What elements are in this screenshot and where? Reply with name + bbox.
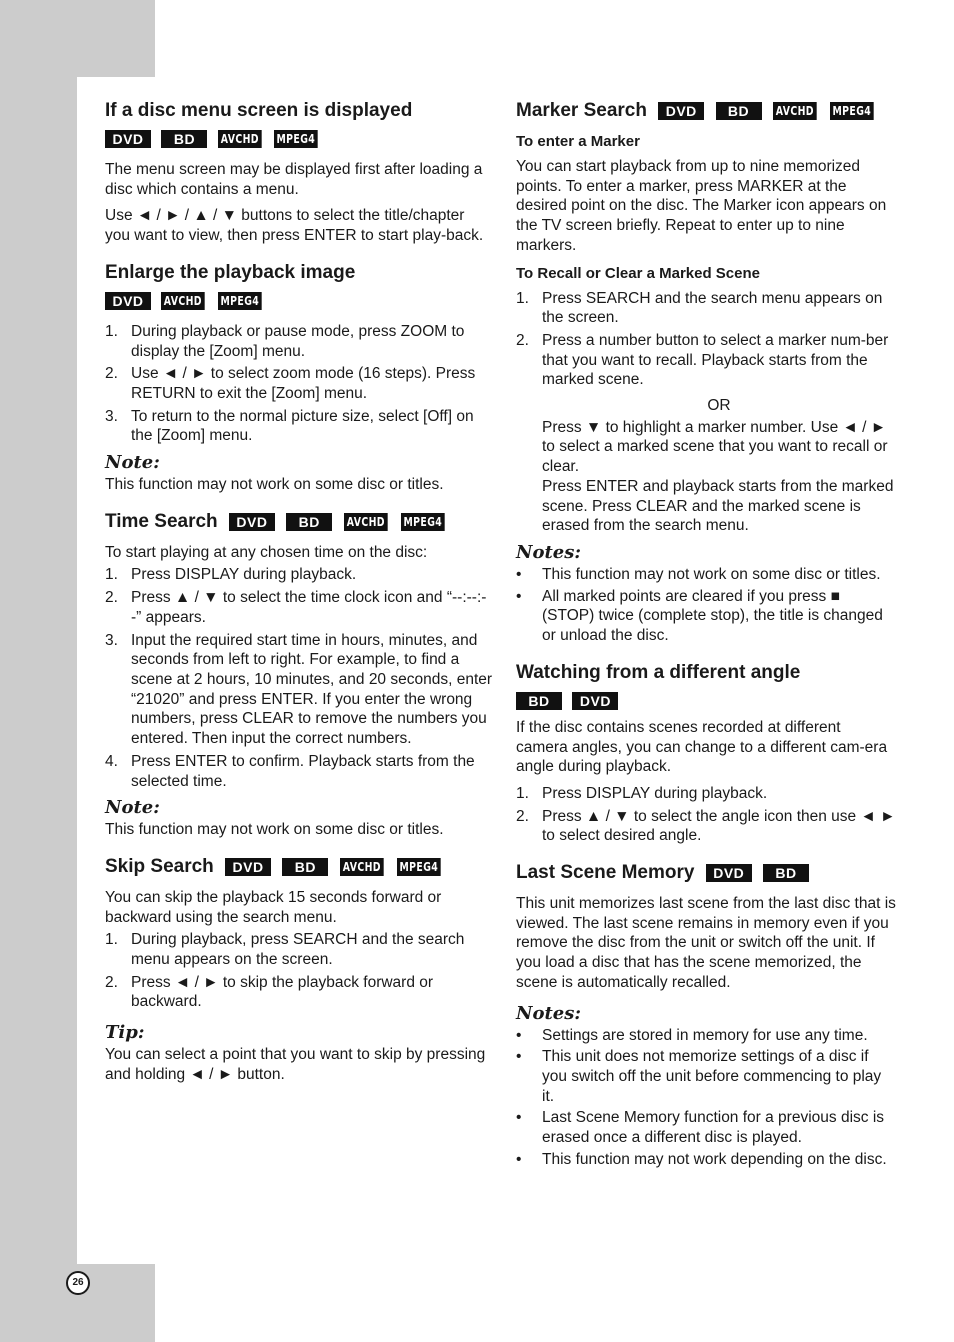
skip-search-steps — [105, 930, 493, 1012]
list-item: 1. Press SEARCH and the search menu appears on the screen. — [516, 289, 883, 327]
list-item: 3. To return to the normal picture size, select [Off] on the [Zoom] menu. — [105, 407, 474, 445]
bd-badge: BD — [161, 130, 207, 148]
marker-notes — [516, 565, 896, 646]
dvd-badge: DVD — [105, 130, 151, 148]
bd-badge: BD — [516, 692, 562, 710]
alternative-step-1: Press ▼ to highlight a marker number. Use ◄ / ► to select a marked scene that you want to recall or clear. — [542, 418, 888, 476]
note-title: Note: — [105, 452, 160, 474]
enlarge-section — [105, 260, 493, 495]
notes-title: Notes: — [516, 541, 582, 563]
avchd-badge: AVCHD — [344, 513, 388, 531]
list-item: 2. Press ▲ / ▼ to select the angle icon then use ◄ ► to select desired angle. — [516, 807, 896, 845]
tip-text: You can select a point that you want to skip by pressing and holding ◄ / ► button. — [105, 1046, 486, 1083]
list-item: • Settings are stored in memory for use any time. — [516, 1026, 868, 1044]
enlarge-badges — [105, 292, 493, 314]
last-scene-text: This unit memorizes last scene from the last disc that is viewed. The last scene remains in memory even if you remove the disc from the unit or switch off the unit. If you load a disc that has the scene memorized, the scene is automatically recalled. — [516, 895, 896, 991]
margin-band-left — [0, 0, 77, 1342]
bd-badge: BD — [282, 858, 328, 876]
marker-search-section — [516, 98, 896, 646]
marker-search-heading: Marker Search DVD BD AVCHD MPEG4 — [516, 98, 896, 124]
dvd-badge: DVD — [658, 102, 704, 120]
tip-title: Tip: — [105, 1022, 145, 1044]
avchd-badge: AVCHD — [340, 858, 384, 876]
list-item: • All marked points are cleared if you press ■ (STOP) twice (complete stop), the title is changed or unload the disc. — [516, 587, 883, 645]
mpeg4-badge: MPEG4 — [274, 130, 318, 148]
dvd-badge: DVD — [706, 864, 752, 882]
last-scene-section — [516, 860, 896, 1169]
bd-badge: BD — [286, 513, 332, 531]
list-item: 1. During playback or pause mode, press ZOOM to display the [Zoom] menu. — [105, 322, 465, 360]
dvd-badge: DVD — [229, 513, 275, 531]
list-item: 2. Press ◄ / ► to skip the playback forward or backward. — [105, 973, 434, 1011]
right-column — [516, 98, 896, 1183]
last-scene-heading: Last Scene Memory DVD BD — [516, 860, 896, 886]
time-search-steps — [105, 565, 493, 791]
skip-search-section — [105, 854, 493, 1085]
note-text: This function may not work on some disc or titles. — [105, 476, 444, 494]
enlarge-heading: Enlarge the playback image — [105, 261, 356, 283]
dvd-badge: DVD — [105, 292, 151, 310]
disc-menu-heading: If a disc menu screen is displayed — [105, 100, 413, 121]
bd-badge: BD — [716, 102, 762, 120]
dvd-badge: DVD — [572, 692, 618, 710]
dvd-badge: DVD — [225, 858, 271, 876]
disc-menu-section — [105, 98, 493, 246]
angle-badges — [516, 692, 896, 714]
bd-badge: BD — [763, 864, 809, 882]
mpeg4-badge: MPEG4 — [401, 513, 445, 531]
skip-search-heading: Skip Search DVD BD AVCHD MPEG4 — [105, 854, 493, 880]
list-item: • Last Scene Memory function for a previous disc is erased once a different disc is played. — [516, 1109, 885, 1147]
margin-band-bottom — [77, 1264, 155, 1342]
angle-intro: If the disc contains scenes recorded at different camera angles, you can change to a different cam-era angle during playback. — [516, 718, 888, 776]
list-item: 2. Use ◄ / ► to select zoom mode (16 steps). Press RETURN to exit the [Zoom] menu. — [105, 365, 476, 402]
list-item: 4. Press ENTER to confirm. Playback starts from the selected time. — [105, 752, 475, 790]
list-item: 1. Press DISPLAY during playback. — [516, 784, 768, 802]
list-item: • This function may not work on some disc or titles. — [516, 565, 881, 583]
skip-search-intro: You can skip the playback 15 seconds forward or backward using the search menu. — [105, 888, 442, 926]
list-item: 2. Press a number button to select a marker num-ber that you want to recall. Playback starts from the marked scene. — [516, 331, 889, 389]
avchd-badge: AVCHD — [773, 102, 817, 120]
list-item: 3. Input the required start time in hours, minutes, and seconds from left to right. For example, to find a scene at 2 hours, 10 minutes, and 20 seconds, enter “21020” and press ENTER. If you enter the wrong numbers, press CLEAR to remove the numbers you entered. Then input the correct numbers. — [105, 631, 493, 748]
avchd-badge: AVCHD — [218, 130, 262, 148]
angle-section — [516, 660, 896, 846]
disc-menu-paragraph-2: Use ◄ / ► / ▲ / ▼ buttons to select the title/chapter you want to view, then press ENTER to start play-back. — [105, 207, 484, 245]
mpeg4-badge: MPEG4 — [218, 292, 262, 310]
enlarge-steps — [105, 322, 493, 446]
left-column — [105, 98, 493, 1099]
notes-title: Notes: — [516, 1002, 582, 1024]
time-search-intro: To start playing at any chosen time on the disc: — [105, 543, 428, 561]
list-item: 1. During playback, press SEARCH and the search menu appears on the screen. — [105, 931, 465, 969]
recall-steps — [516, 289, 896, 391]
mpeg4-badge: MPEG4 — [830, 102, 874, 120]
disc-menu-badges — [105, 130, 493, 152]
time-search-heading: Time Search DVD BD AVCHD MPEG4 — [105, 509, 493, 535]
angle-steps — [516, 784, 896, 846]
enter-marker-text: You can start playback from up to nine memorized points. To enter a marker, press MARKER at the desired point on the disc. The Marker icon appears on the TV screen briefly. Repeat to enter up to nine markers. — [516, 158, 887, 254]
angle-heading: Watching from a different angle — [516, 661, 801, 683]
list-item: • This function may not work depending on the disc. — [516, 1150, 887, 1168]
disc-menu-paragraph-1: The menu screen may be displayed first after loading a disc which contains a menu. — [105, 161, 483, 198]
last-scene-notes — [516, 1026, 896, 1170]
recall-subheading: To Recall or Clear a Marked Scene — [516, 264, 760, 282]
list-item: 2. Press ▲ / ▼ to select the time clock icon and “--:--:--” appears. — [105, 589, 487, 626]
list-item: • This unit does not memorize settings of a disc if you switch off the unit before commencing to play it. — [516, 1048, 882, 1105]
avchd-badge: AVCHD — [161, 292, 205, 310]
list-item: 1. Press DISPLAY during playback. — [105, 566, 357, 584]
or-separator: OR — [707, 397, 731, 415]
note-text: This function may not work on some disc or titles. — [105, 821, 444, 839]
enter-marker-subheading: To enter a Marker — [516, 133, 640, 151]
mpeg4-badge: MPEG4 — [397, 858, 441, 876]
alternative-step-2: Press ENTER and playback starts from the marked scene. Press CLEAR and the marked scene is erased from the search menu. — [542, 477, 894, 535]
page-number: 26 — [66, 1271, 90, 1295]
time-search-section — [105, 509, 493, 840]
note-title: Note: — [105, 797, 160, 819]
